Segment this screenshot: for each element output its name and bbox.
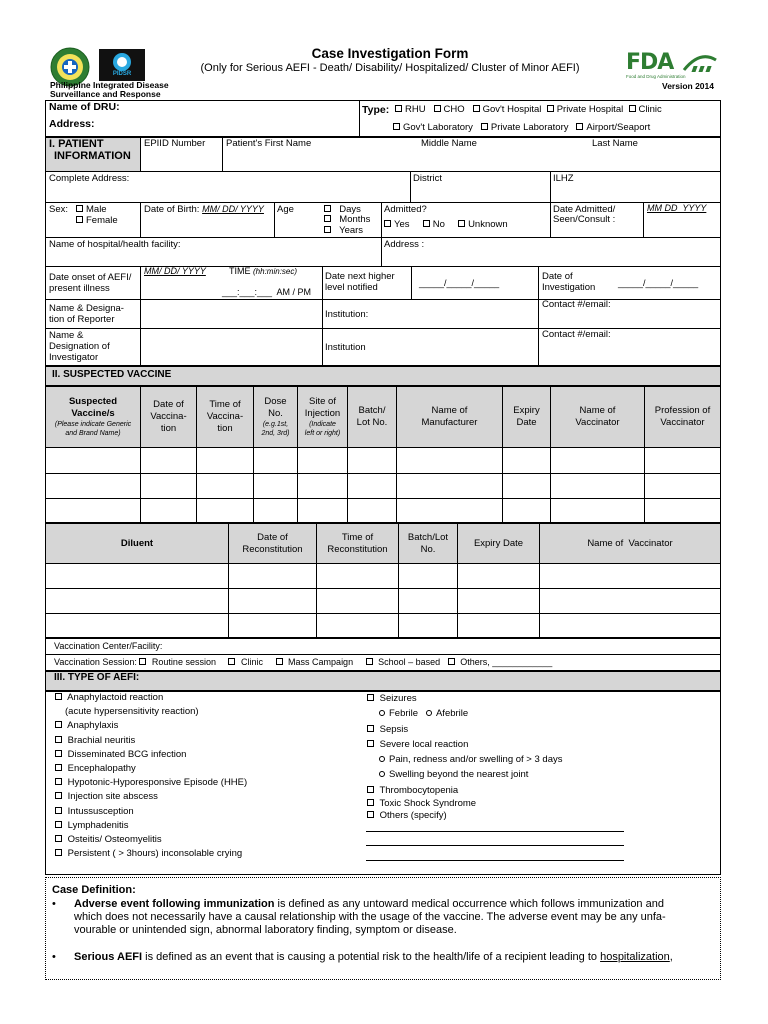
aefi-section-title: III. TYPE OF AEFI: bbox=[54, 672, 140, 683]
date-admitted-format: MM DD YYYY bbox=[647, 203, 707, 213]
col-date-vaccination: Date of Vaccina- tion bbox=[150, 399, 187, 434]
org-name-line1: Philippine Integrated Disease bbox=[50, 80, 169, 90]
col-site-injection: Site of Injection (Indicate left or right) bbox=[304, 396, 341, 437]
onset-date-format: MM/ DD/ YYYY bbox=[144, 266, 206, 276]
age-days-checkbox[interactable]: Days bbox=[324, 204, 361, 215]
vaccine-section-title: II. SUSPECTED VACCINE bbox=[52, 369, 172, 380]
first-name-label: Patient's First Name bbox=[226, 138, 312, 149]
pidsr-logo bbox=[99, 49, 145, 81]
dru-name-label: Name of DRU: bbox=[49, 101, 120, 113]
epiid-label: EPIID Number bbox=[144, 138, 206, 149]
aefi-others-line1[interactable] bbox=[366, 831, 624, 832]
aefi-swelling-radio[interactable]: Swelling beyond the nearest joint bbox=[367, 767, 562, 782]
vaccination-center-label: Vaccination Center/Facility: bbox=[54, 641, 163, 651]
facility-type-row1 bbox=[395, 104, 662, 115]
aefi-pain-radio[interactable]: Pain, redness and/or swelling of > 3 days bbox=[367, 752, 562, 767]
aefi-section-header bbox=[45, 671, 721, 691]
dru-address-label: Address: bbox=[49, 118, 95, 130]
seen-consult-label: Seen/Consult : bbox=[553, 214, 616, 225]
admitted-options bbox=[384, 219, 508, 230]
aefi-thrombocytopenia-checkbox[interactable]: Thrombocytopenia bbox=[367, 783, 562, 798]
form-title: Case Investigation Form bbox=[311, 46, 469, 61]
type-govt-lab-checkbox[interactable]: Gov't Laboratory bbox=[393, 122, 473, 133]
higher-level-label: Date next higher level notified bbox=[325, 271, 395, 293]
col-dose-no: Dose No. (e.g.1st, 2nd, 3rd) bbox=[261, 396, 290, 437]
aefi-lymphadenitis-checkbox[interactable]: Lymphadenitis bbox=[55, 819, 247, 833]
type-govt-hospital-checkbox[interactable]: Gov't Hospital bbox=[473, 104, 542, 115]
aefi-bcg-checkbox[interactable]: Disseminated BCG infection bbox=[55, 748, 247, 762]
col-expiry-date: Expiry Date bbox=[513, 405, 540, 428]
col-profession: Profession of Vaccinator bbox=[654, 405, 711, 428]
middle-name-label: Middle Name bbox=[421, 138, 477, 149]
aefi-toxic-shock-checkbox[interactable]: Toxic Shock Syndrome bbox=[367, 798, 562, 809]
investigator-contact-label: Contact #/email: bbox=[542, 329, 611, 340]
session-clinic-checkbox[interactable]: Clinic bbox=[228, 657, 263, 667]
sex-label: Sex: bbox=[49, 204, 69, 215]
col-time-vaccination: Time of Vaccina- tion bbox=[206, 399, 244, 434]
org-name-line2: Surveillance and Response bbox=[50, 89, 161, 99]
form-subtitle: (Only for Serious AEFI - Death/ Disability/ Hospitalized/ Cluster of Minor AEFI) bbox=[200, 62, 580, 74]
session-routine-checkbox[interactable]: Routine session bbox=[139, 657, 216, 667]
age-years-checkbox[interactable]: Years bbox=[324, 225, 363, 236]
type-private-lab-checkbox[interactable]: Private Laboratory bbox=[481, 122, 569, 133]
ilhz-label: ILHZ bbox=[553, 173, 574, 184]
aefi-anaphylaxis-checkbox[interactable]: Anaphylaxis bbox=[55, 719, 247, 733]
age-months-checkbox[interactable]: Months bbox=[324, 214, 370, 225]
district-label: District bbox=[413, 173, 443, 184]
type-private-hospital-checkbox[interactable]: Private Hospital bbox=[547, 104, 624, 115]
aefi-afebrile-radio[interactable]: Afebrile bbox=[426, 708, 468, 719]
reporter-institution-label: Institution: bbox=[325, 309, 369, 320]
aefi-others-line2[interactable] bbox=[366, 845, 624, 846]
aefi-seizures-checkbox[interactable]: Seizures bbox=[367, 691, 562, 706]
aefi-left-list bbox=[55, 691, 247, 861]
aefi-anaphylactoid-checkbox[interactable]: Anaphylactoid reaction bbox=[55, 691, 247, 705]
sex-male-checkbox[interactable]: Male bbox=[76, 204, 107, 215]
col-reconstitution-date: Date of Reconstitution bbox=[242, 531, 303, 555]
investigation-date-label: Date of Investigation bbox=[542, 271, 596, 293]
aefi-right-list bbox=[367, 691, 562, 823]
aefi-abscess-checkbox[interactable]: Injection site abscess bbox=[55, 790, 247, 804]
col-vaccinator: Name of Vaccinator bbox=[575, 405, 620, 428]
col-reconstitution-time: Time of Reconstitution bbox=[327, 531, 388, 555]
aefi-febrile-radio[interactable]: Febrile bbox=[379, 708, 418, 719]
admitted-label: Admitted? bbox=[384, 204, 427, 215]
col-diluent-expiry: Expiry Date bbox=[473, 537, 524, 549]
reporter-contact-label: Contact #/email: bbox=[542, 299, 611, 310]
aefi-others-checkbox[interactable]: Others (specify) bbox=[367, 809, 562, 823]
fda-logo-subtext: Food and Drug Administration bbox=[626, 74, 686, 79]
admitted-no-checkbox[interactable]: No bbox=[423, 219, 445, 230]
dob-label: Date of Birth: MM/ DD/ YYYY bbox=[144, 204, 264, 215]
aefi-brachial-checkbox[interactable]: Brachial neuritis bbox=[55, 734, 247, 748]
pidsr-logo-text: PIDSR bbox=[112, 71, 132, 77]
admitted-yes-checkbox[interactable]: Yes bbox=[384, 219, 410, 230]
fda-logo-text: FDA bbox=[626, 50, 674, 75]
col-diluent-vaccinator: Name of Vaccinator bbox=[587, 537, 673, 549]
col-batch-lot: Batch/ Lot No. bbox=[356, 405, 388, 428]
sex-female-checkbox[interactable]: Female bbox=[76, 215, 118, 226]
facility-type-row2 bbox=[393, 122, 650, 133]
facility-type-label: Type: bbox=[362, 104, 390, 116]
hospital-address-label: Address : bbox=[384, 239, 425, 250]
type-cho-checkbox[interactable]: CHO bbox=[434, 104, 465, 115]
aefi-others-line3[interactable] bbox=[366, 860, 624, 861]
complete-address-label: Complete Address: bbox=[49, 173, 130, 184]
admitted-unknown-checkbox[interactable]: Unknown bbox=[458, 219, 508, 230]
col-manufacturer: Name of Manufacturer bbox=[421, 405, 478, 428]
version-label: Version 2014 bbox=[662, 81, 714, 91]
aefi-osteitis-checkbox[interactable]: Osteitis/ Osteomyelitis bbox=[55, 833, 247, 847]
age-label: Age bbox=[277, 204, 294, 215]
dob-format: MM/ DD/ YYYY bbox=[202, 204, 264, 214]
aefi-encephalopathy-checkbox[interactable]: Encephalopathy bbox=[55, 762, 247, 776]
type-airport-checkbox[interactable]: Airport/Seaport bbox=[576, 122, 650, 133]
type-rhu-checkbox[interactable]: RHU bbox=[395, 104, 426, 115]
vaccination-session-row: Vaccination Session: Routine session Clinic Mass Campaign School – based Others, ____________ bbox=[54, 657, 553, 667]
case-definition-title: Case Definition: bbox=[52, 884, 136, 896]
aefi-sepsis-checkbox[interactable]: Sepsis bbox=[367, 722, 562, 737]
aefi-hhe-checkbox[interactable]: Hypotonic-Hyporesponsive Episode (HHE) bbox=[55, 776, 247, 790]
definition-bullet-aefi: • Adverse event following immunization is defined as any untoward medical occurrence which follows immunization and which does not necessarily have a causal relationship with the usage of the vaccine. The adverse event may be any unfa- vourable or unintended sign, abnormal laboratory finding, symptom or disease. bbox=[52, 898, 666, 936]
onset-time-label: TIME (hh:min:sec) bbox=[229, 266, 298, 276]
col-diluent: Diluent bbox=[120, 537, 154, 549]
investigation-date-field[interactable]: _____/_____/_____ bbox=[618, 278, 699, 288]
last-name-label: Last Name bbox=[592, 138, 638, 149]
col-diluent-batch: Batch/Lot No. bbox=[407, 531, 449, 555]
aefi-crying-checkbox[interactable]: Persistent ( > 3hours) inconsolable crying bbox=[55, 847, 247, 861]
date-admitted-label: Date Admitted/ bbox=[553, 204, 616, 215]
reporter-label: Name & Designa- tion of Reporter bbox=[49, 303, 124, 325]
fda-logo bbox=[626, 52, 718, 80]
hospital-name-label: Name of hospital/health facility: bbox=[49, 239, 181, 250]
definition-bullet-serious: • Serious AEFI is defined as an event that is causing a potential risk to the health/life of a recipient leading to hospitalization, bbox=[52, 951, 673, 963]
higher-level-date-field[interactable]: _____/_____/_____ bbox=[419, 278, 500, 288]
session-mass-checkbox[interactable]: Mass Campaign bbox=[276, 657, 354, 667]
session-school-checkbox[interactable]: School – based bbox=[366, 657, 441, 667]
col-suspected-vaccine: Suspected Vaccine/s (Please indicate Generic and Brand Name) bbox=[54, 396, 132, 437]
onset-time-field[interactable]: ___:___:___ AM / PM bbox=[222, 287, 312, 297]
investigator-label: Name & Designation of Investigator bbox=[49, 330, 110, 363]
session-others-checkbox[interactable]: Others, ____________ bbox=[448, 657, 553, 667]
aefi-anaphylactoid-sub: (acute hypersensitivity reaction) bbox=[65, 706, 199, 718]
aefi-severe-local-checkbox[interactable]: Severe local reaction bbox=[367, 737, 562, 752]
aefi-seizure-type bbox=[367, 706, 562, 721]
patient-section-title2: INFORMATION bbox=[54, 150, 131, 162]
type-clinic-checkbox[interactable]: Clinic bbox=[629, 104, 662, 115]
onset-label: Date onset of AEFI/ present illness bbox=[49, 272, 132, 294]
patient-section-title: I. PATIENT bbox=[49, 138, 104, 150]
aefi-intussusception-checkbox[interactable]: Intussusception bbox=[55, 805, 247, 819]
investigator-institution-label: Institution bbox=[325, 342, 366, 353]
